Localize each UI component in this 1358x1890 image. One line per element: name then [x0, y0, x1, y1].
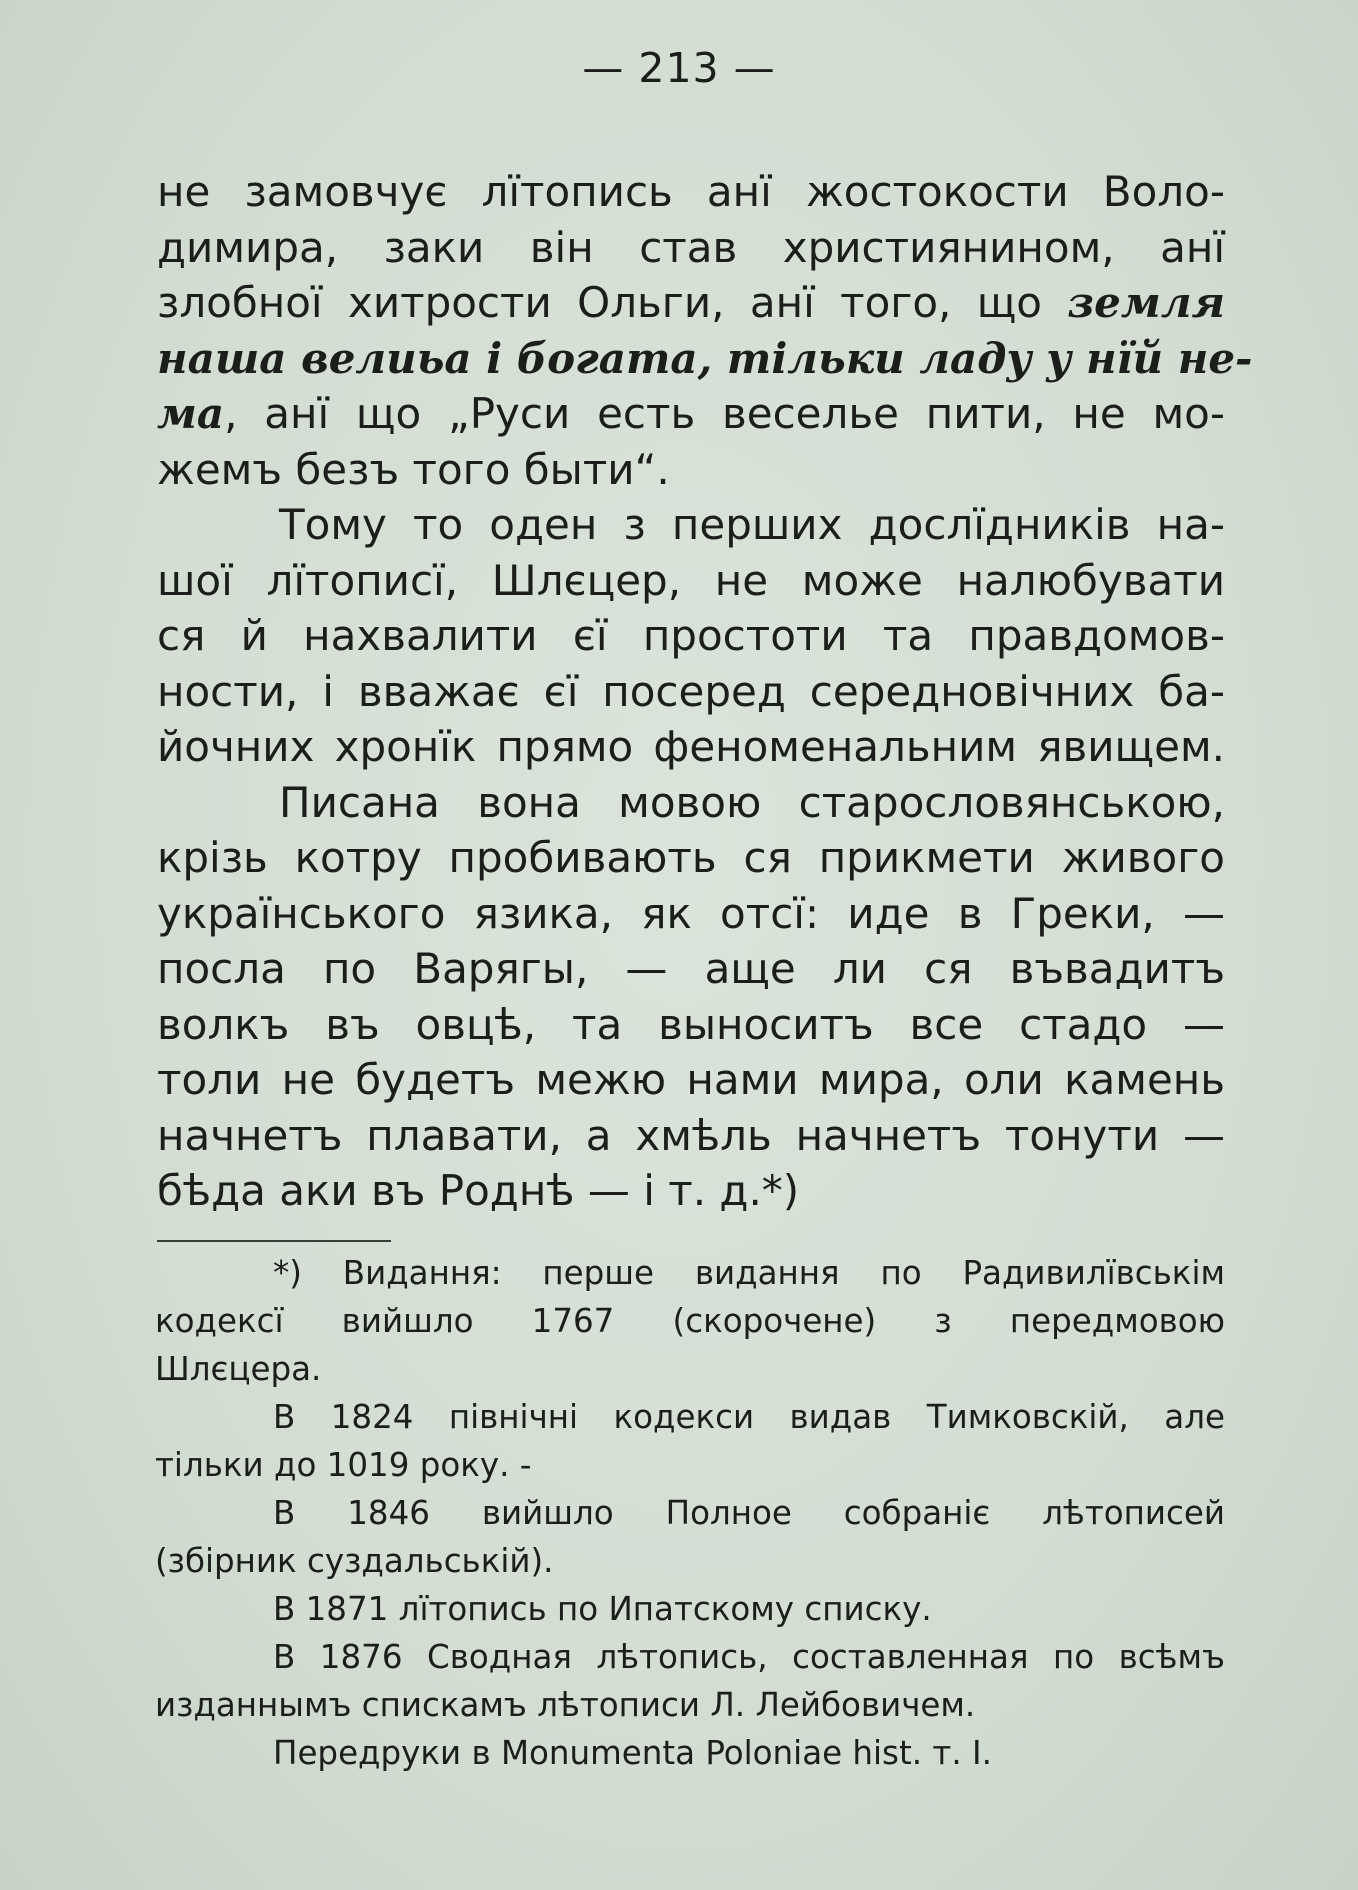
paragraph-start: Писана вона мовою старословянською,	[279, 777, 1225, 827]
italic-phrase: наша велиьа і богата, тільки ладу у нїй не-	[157, 333, 1253, 383]
text-line: ся й нахвалити єї простоти та правдомов-	[157, 611, 1225, 660]
text-line: волкъ въ овцѣ, та выноситъ все стадо —	[157, 999, 1225, 1049]
text-line	[157, 331, 1253, 387]
footnote-line: (збірник суздальській).	[155, 1542, 554, 1580]
footnote-line: кодексї вийшло 1767 (скорочене) з передмовою	[155, 1302, 1225, 1340]
footnote-line: *) Видання: перше видання по Радивилївськім	[273, 1254, 1225, 1292]
footnote-line: тільки до 1019 року. -	[155, 1446, 532, 1484]
text-line: крізь котру пробивають ся прикмети живого	[157, 833, 1225, 882]
footnote-line: Передруки в Monumenta Poloniae hist. т. I.	[273, 1734, 992, 1772]
footnote-line: В 1824 північні кодекси видав Тимковскій, але	[273, 1398, 1225, 1436]
text-line: жемъ безъ того быти“.	[157, 444, 670, 494]
footnote-line: Шлєцера.	[155, 1350, 322, 1388]
footnote-line: В 1876 Сводная лѣтопись, составленная по всѣмъ	[273, 1638, 1225, 1676]
text-line: злобної хитрости Ольги, анї того, що земля	[157, 278, 1225, 327]
text-line: начнетъ плавати, а хмѣль начнетъ тонути —	[157, 1110, 1225, 1160]
text-line: посла по Варягы, — аще ли ся въвадитъ	[157, 944, 1225, 993]
footnote-line: В 1846 вийшло Полное собраніє лѣтописей	[273, 1494, 1225, 1532]
text-line: бѣда аки въ Роднѣ — і т. д.*)	[157, 1166, 800, 1215]
footnote-divider	[157, 1240, 391, 1242]
paragraph-start: Тому то оден з перших дослїдників на-	[279, 500, 1225, 549]
text-line: толи не будетъ межю нами мира, оли камень	[157, 1055, 1225, 1104]
text-line: ности, і вважає єї посеред середновічних ба-	[157, 666, 1225, 716]
footnote-line: изданнымъ спискамъ лѣтописи Л. Лейбовичем.	[155, 1686, 976, 1724]
footnote-line: В 1871 лїтопись по Ипатскому списку.	[273, 1590, 932, 1628]
page-number: — 213 —	[582, 44, 776, 92]
italic-phrase: земля	[1067, 278, 1225, 327]
text-line: йочних хронїк прямо феноменальним явищем.	[157, 722, 1225, 771]
main-text	[157, 164, 1253, 1219]
text-line: не замовчує лїтопись анї жостокости Воло-	[157, 167, 1225, 216]
text-line: українського язика, як отсї: иде в Греки, —	[157, 888, 1225, 938]
text-line: ма, анї що „Руси есть веселье пити, не мо-	[157, 389, 1225, 438]
italic-phrase: ма	[157, 389, 225, 438]
text-line: димира, заки він став християнином, анї	[157, 222, 1225, 272]
footnotes	[155, 1249, 1225, 1777]
text-line: шої лїтописї, Шлєцер, не може налюбувати	[157, 555, 1225, 605]
